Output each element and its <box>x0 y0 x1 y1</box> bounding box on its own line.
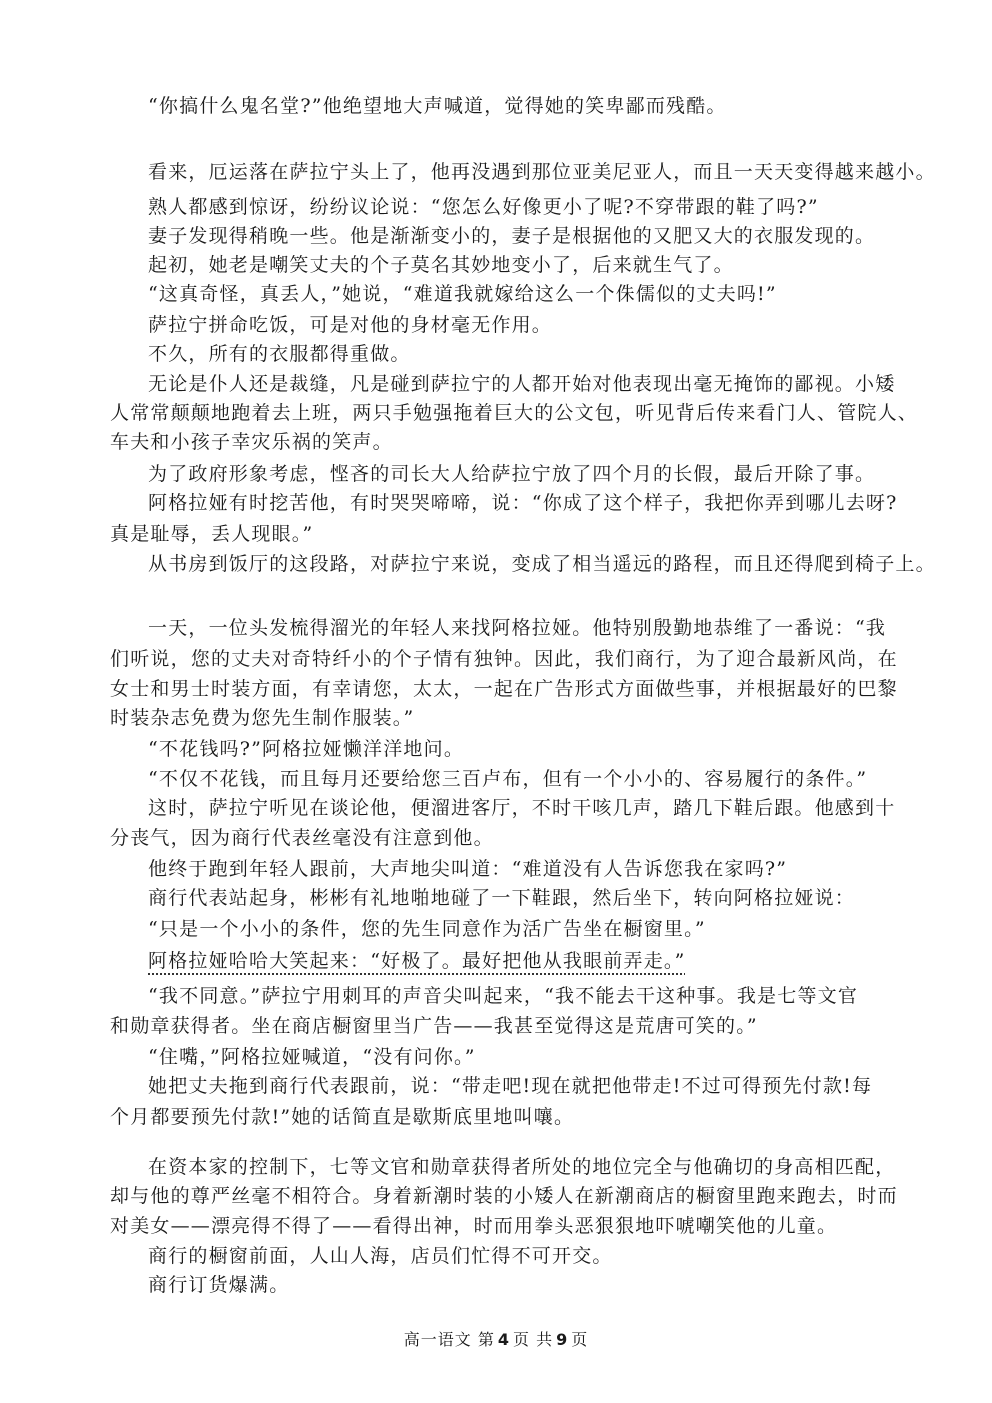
text-line: “不仅不花钱，而且每月还要给您三百卢布，但有一个小小的、容易履行的条件。” <box>148 768 868 790</box>
text-line: 车夫和小孩子幸灾乐祸的笑声。 <box>110 431 393 453</box>
text-line: 和勋章获得者。坐在商店橱窗里当广告——我甚至觉得这是荒唐可笑的。” <box>110 1015 758 1037</box>
text-line: 妻子发现得稍晚一些。他是渐渐变小的，妻子是根据他的又肥又大的衣服发现的。 <box>148 225 876 247</box>
text-line: 商行的橱窗前面，人山人海，店员们忙得不可开交。 <box>148 1245 613 1267</box>
text-line: 熟人都感到惊讶，纷纷议论说：“您怎么好像更小了呢?不穿带跟的鞋了吗?” <box>148 196 819 218</box>
footer-middle: 页 共 <box>512 1330 554 1349</box>
emphasis-text: 阿格拉娅哈哈大笑起来：“好极了。最好把他从我眼前弄走。” <box>148 950 686 972</box>
text-line: “这真奇怪，真丢人，”她说，“难道我就嫁给这么一个侏儒似的丈夫吗!” <box>148 283 777 305</box>
text-line: 他终于跑到年轻人跟前，大声地尖叫道：“难道没有人告诉您我在家吗?” <box>148 858 788 880</box>
text-line: 起初，她老是嘲笑丈夫的个子莫名其妙地变小了，后来就生气了。 <box>148 254 734 276</box>
text-line: 真是耻辱，丢人现眼。” <box>110 523 314 545</box>
footer-total-pages: 9 <box>556 1330 569 1349</box>
footer-page-number: 4 <box>497 1330 510 1349</box>
text-line-dotted <box>148 948 900 976</box>
text-line: 从书房到饭厅的这段路，对萨拉宁来说，变成了相当遥远的路程，而且还得爬到椅子上。 <box>148 553 936 575</box>
text-line: 商行订货爆满。 <box>148 1274 290 1296</box>
text-line: 一天，一位头发梳得溜光的年轻人来找阿格拉娅。他特别殷勤地恭维了一番说：“我 <box>148 617 887 639</box>
text-line: 看来，厄运落在萨拉宁头上了，他再没遇到那位亚美尼亚人，而且一天天变得越来越小。 <box>148 161 936 183</box>
text-line: 无论是仆人还是裁缝，凡是碰到萨拉宁的人都开始对他表现出毫无掩饰的鄙视。小矮 <box>148 373 896 395</box>
text-line: 对美女——漂亮得不得了——看得出神，时而用拳头恶狠狠地吓唬嘲笑他的儿童。 <box>110 1215 838 1237</box>
text-line: 萨拉宁拼命吃饭，可是对他的身材毫无作用。 <box>148 314 553 336</box>
text-line: 这时，萨拉宁听见在谈论他，便溜进客厅，不时干咳几声，踏几下鞋后跟。他感到十 <box>148 797 896 819</box>
text-line: 个月都要预先付款!”她的话简直是歇斯底里地叫嚷。 <box>110 1106 575 1128</box>
text-line: “只是一个小小的条件，您的先生同意作为活广告坐在橱窗里。” <box>148 918 706 940</box>
footer-suffix: 页 <box>571 1330 589 1349</box>
page-footer <box>0 1329 992 1351</box>
text-line: 分丧气，因为商行代表丝毫没有注意到他。 <box>110 827 494 849</box>
text-line: “住嘴，”阿格拉娅喊道，“没有问你。” <box>148 1046 476 1068</box>
text-line: 为了政府形象考虑，悭吝的司长大人给萨拉宁放了四个月的长假，最后开除了事。 <box>148 463 876 485</box>
text-line: 时装杂志免费为您先生制作服装。” <box>110 707 415 729</box>
text-line: 她把丈夫拖到商行代表跟前，说：“带走吧!现在就把他带走!不过可得预先付款!每 <box>148 1075 873 1097</box>
text-line: 阿格拉娅有时挖苦他，有时哭哭啼啼，说：“你成了这个样子，我把你弄到哪儿去呀? <box>148 492 898 514</box>
text-line: 人常常颠颠地跑着去上班，两只手勉强拖着巨大的公文包，听见背后传来看门人、管院人、 <box>110 402 919 424</box>
text-line: 商行代表站起身，彬彬有礼地啪地碰了一下鞋跟，然后坐下，转向阿格拉娅说： <box>148 887 856 909</box>
text-line: 却与他的尊严丝毫不相符合。身着新潮时装的小矮人在新潮商店的橱窗里跑来跑去，时而 <box>110 1185 898 1207</box>
text-line: “你搞什么鬼名堂?”他绝望地大声喊道，觉得她的笑卑鄙而残酷。 <box>148 95 727 117</box>
text-line: “我不同意。”萨拉宁用刺耳的声音尖叫起来，“我不能去干这种事。我是七等文官 <box>148 985 859 1007</box>
text-line: 在资本家的控制下，七等文官和勋章获得者所处的地位完全与他确切的身高相匹配， <box>148 1156 896 1178</box>
text-line: 女士和男士时装方面，有幸请您，太太，一起在广告形式方面做些事，并根据最好的巴黎 <box>110 678 898 700</box>
text-line: 不久，所有的衣服都得重做。 <box>148 343 411 365</box>
text-line: “不花钱吗?”阿格拉娅懒洋洋地问。 <box>148 738 465 760</box>
footer-prefix: 高一语文 第 <box>403 1330 495 1349</box>
text-line: 们听说，您的丈夫对奇特纤小的个子情有独钟。因此，我们商行，为了迎合最新风尚，在 <box>110 648 898 670</box>
